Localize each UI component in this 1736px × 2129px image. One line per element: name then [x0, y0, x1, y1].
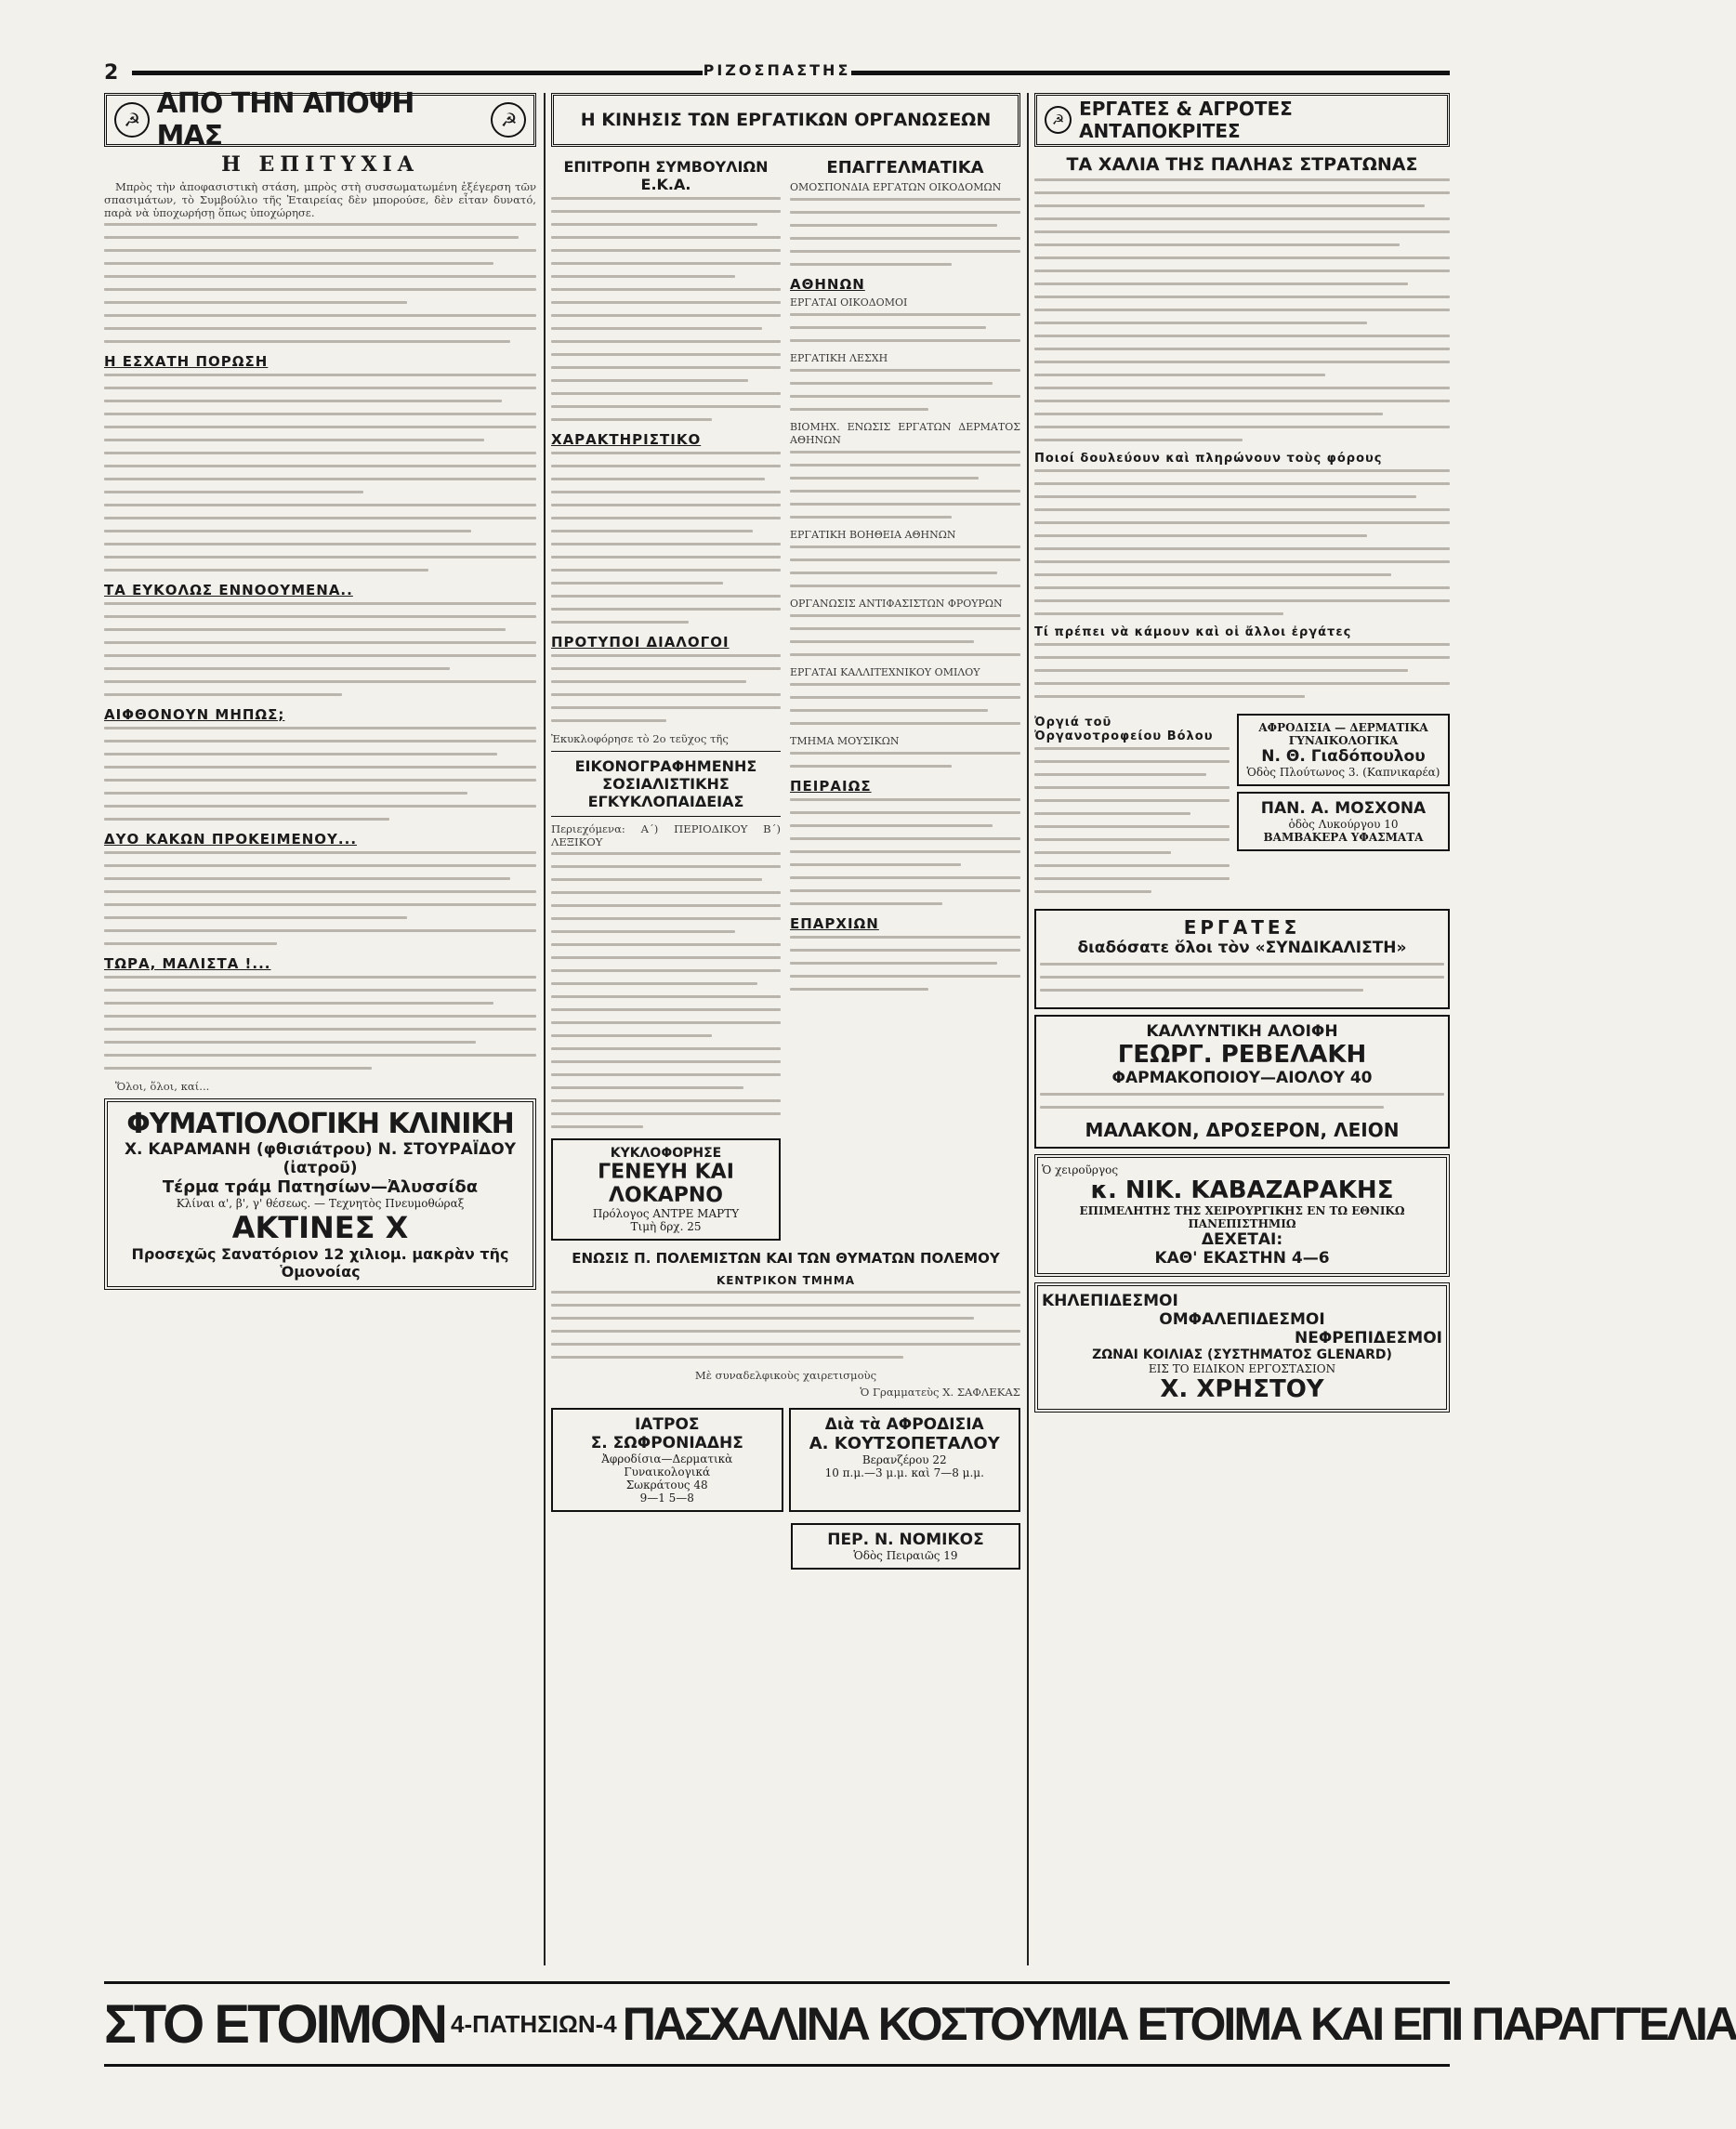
correspondents-banner	[1034, 93, 1450, 147]
right-org: ΟΜΟΣΠΟΝΔΙΑ ΕΡΓΑΤΩΝ ΟΙΚΟΔΟΜΩΝ	[790, 181, 1002, 193]
ad-clinic-classes: Κλίναι α', β', γ' θέσεως. — Τεχνητὸς Πνευμοθώραξ	[176, 1197, 465, 1210]
encyclopedia-contents: Περιεχόμενα: Α΄) ΠΕΡΙΟΔΙΚΟΥ Β΄) ΛΕΞΙΚΟΥ	[551, 822, 781, 848]
section-heading: ΔΥΟ ΚΑΚΩΝ ΠΡΟΚΕΙΜΕΝΟΥ...	[104, 831, 358, 848]
signature: Ὁ Γραμματεὺς Χ. ΣΑΦΛΕΚΑΣ	[860, 1386, 1020, 1399]
section-body	[1034, 469, 1450, 615]
ad-aphro-title: Διὰ τὰ ΑΦΡΟΔΙΣΙΑ	[824, 1415, 984, 1434]
section-heading: Η ΕΣΧΑΤΗ ΠΟΡΩΣΗ	[104, 353, 269, 370]
column-labour	[551, 93, 1020, 1970]
ad-pharmacy	[1034, 1015, 1450, 1149]
section-body	[551, 654, 781, 722]
section-heading: ΕΠΙΤΡΟΠΗ ΣΥΜΒΟΥΛΙΩΝ Ε.Κ.Α.	[563, 158, 769, 193]
ad-workers-call: διαδόσατε ὅλοι τὸν «ΣΥΝΔΙΚΑΛΙΣΤΗ»	[1077, 939, 1407, 957]
athens-item: ΕΡΓΑΤΙΚΗ ΒΟΗΘΕΙΑ ΑΘΗΝΩΝ	[790, 529, 956, 541]
article-body	[104, 223, 536, 343]
encyclopedia-title: ΕΙΚΟΝΟΓΡΑΦΗΜΕΝΗΣ ΣΟΣΙΑΛΙΣΤΙΚΗΣ ΕΓΚΥΚΛΟΠΑΙΔΕΙΑΣ	[551, 751, 781, 817]
section-body	[104, 374, 536, 572]
ad-pharmacy-cure: ΜΑΛΑΚΟΝ, ΔΡΟΣΕΡΟΝ, ΛΕΙΟΝ	[1085, 1119, 1400, 1141]
opinion-banner-label: ΑΠΟ ΤΗΝ ΑΠΟΨΗ ΜΑΣ	[156, 87, 414, 152]
ad-workers	[1034, 909, 1450, 1009]
article-title: Η ΕΠΙΤΥΧΙΑ	[221, 152, 419, 177]
ad-shop-address: ὁδὸς Λυκούργου 10	[1288, 818, 1399, 831]
ad-shop	[1237, 792, 1450, 851]
ad-doctor-name: Σ. ΣΩΦΡΟΝΙΑΔΗΣ	[590, 1434, 743, 1452]
article-body	[1034, 178, 1450, 441]
labour-banner: Η ΚΙΝΗΣΙΣ ΤΩΝ ΕΡΓΑΤΙΚΩΝ ΟΡΓΑΝΩΣΕΩΝ	[551, 93, 1020, 147]
hammer-sickle-icon: ☭	[491, 102, 526, 138]
labour-columns	[551, 151, 1020, 1246]
ad-clinic-title: ΦΥΜΑΤΙΟΛΟΓΙΚΗ ΚΛΙΝΙΚΗ	[126, 1108, 514, 1140]
ad-book-title: ΓΕΝΕΥΗ ΚΑΙ ΛΟΚΑΡΝΟ	[598, 1161, 734, 1207]
ad-nomikos	[791, 1523, 1020, 1570]
ad-belt-line: ΝΕΦΡΕΠΙΔΕΣΜΟΙ	[1295, 1329, 1442, 1347]
section-body	[551, 852, 781, 1128]
ad-aphrodisia-2	[1237, 714, 1450, 786]
ad-workers-title: ΕΡΓΑΤΕΣ	[1183, 916, 1301, 939]
greetings: Μὲ συναδελφικοὺς χαιρετισμοὺς	[694, 1369, 877, 1382]
ad-shop-name: ΠΑΝ. Α. ΜΟΣΧΟΝΑ	[1260, 799, 1427, 818]
ad-surgeon-intro: Ὁ χειροῦργος	[1042, 1163, 1119, 1176]
ad-belt-line: ΟΜΦΑΛΕΠΙΔΕΣΜΟΙ	[1159, 1310, 1325, 1329]
ad-belt-line: ΖΩΝΑΙ ΚΟΙΛΙΑΣ (ΣΥΣΤΗΜΑΤΟΣ GLENARD)	[1092, 1347, 1392, 1362]
ad-doctor-spec: Ἀφροδίσια—Δερματικὰ Γυναικολογικά	[601, 1452, 733, 1478]
ad-aphrodisia	[789, 1408, 1021, 1512]
correspondents-banner-label: ΕΡΓΑΤΕΣ & ΑΓΡΟΤΕΣ ΑΝΤΑΠΟΚΡΙΤΕΣ	[1079, 98, 1293, 142]
section-body	[104, 602, 536, 696]
ad-aphro-hours: 10 π.μ.—3 μ.μ. καὶ 7—8 μ.μ.	[824, 1466, 984, 1479]
ad-pharmacy-sub: ΦΑΡΜΑΚΟΠΟΙΟΥ—ΑΙΟΛΟΥ 40	[1111, 1069, 1373, 1087]
section-body	[790, 545, 1020, 587]
ad-doctor-hours: 9—1 5—8	[639, 1492, 694, 1505]
bottom-banner-middle: 4-ΠΑΤΗΣΙΩΝ-4	[451, 2009, 617, 2038]
section-heading: ΤΑ ΕΥΚΟΛΩΣ ΕΝΝΟΟΥΜΕΝΑ..	[104, 582, 353, 598]
ad-book	[551, 1138, 781, 1241]
ad-book-preface: Πρόλογος ΑΝΤΡΕ ΜΑΡΤΥ	[592, 1207, 740, 1220]
section-heading: ΠΕΙΡΑΙΩΣ	[790, 778, 872, 795]
article-title: ΤΑ ΧΑΛΙΑ ΤΗΣ ΠΑΛΗΑΣ ΣΤΡΑΤΩΝΑΣ	[1066, 154, 1418, 175]
section-heading: ΑΘΗΝΩΝ	[790, 276, 865, 293]
col3-split	[1034, 708, 1450, 903]
ad-belt-sub: ΕΙΣ ΤΟ ΕΙΔΙΚΟΝ ΕΡΓΟΣΤΑΣΙΟΝ	[1148, 1362, 1336, 1375]
column-rule	[544, 93, 546, 1965]
section-body	[790, 683, 1020, 725]
ad-aphro-address: Βερανζέρου 22	[861, 1453, 947, 1466]
athens-item: ΒΙΟΜΗΧ. ΕΝΩΣΙΣ ΕΡΓΑΤΩΝ ΔΕΡΜΑΤΟΣ ΑΘΗΝΩΝ	[790, 421, 1020, 446]
section-body	[551, 1291, 1020, 1359]
section-body	[790, 798, 1020, 905]
ad-belt-line: ΚΗΛΕΠΙΔΕΣΜΟΙ	[1042, 1292, 1178, 1310]
ad-nomikos-sub: Ὁδὸς Πειραιῶς 19	[853, 1549, 958, 1562]
column-opinion	[104, 87, 536, 1970]
section-body	[790, 936, 1020, 991]
ad-shop-goods: ΒΑΜΒΑΚΕΡΑ ΥΦΑΣΜΑΤΑ	[1263, 831, 1424, 844]
section-body	[790, 198, 1020, 266]
athens-item: ΤΜΗΜΑ ΜΟΥΣΙΚΩΝ	[790, 735, 900, 747]
ad-aphro2-name: Ν. Θ. Γιαδόπουλου	[1261, 747, 1426, 766]
article-closing: Ὅλοι, ὅλοι, καί...	[115, 1080, 210, 1093]
section-heading: ΤΩΡΑ, ΜΑΛΙΣΤΑ !...	[104, 955, 271, 972]
section-heading: ΠΡΟΤΥΠΟΙ ΔΙΑΛΟΓΟΙ	[551, 634, 730, 651]
article-lead: Μπρὸς τὴν ἀποφασιστικὴ στάση, μπρὸς στὴ συσσωματωμένη ἐξέγερση τῶν σπασιμάτων, τὸ Συμβούλιο τῆς Ἑταιρείας δὲν μπορούσε, δὲν εἶταν δυνατό, παρὰ νὰ ὑποχωρήσῃ ὅπως ὑποχώρησε.	[104, 180, 536, 219]
ad-xray: ΑΚΤΙΝΕΣ Χ	[231, 1210, 409, 1245]
ad-clinic-address: Τέρμα τράμ Πατησίων—Ἀλυσσίδα	[162, 1177, 479, 1197]
ad-clinic-doctors: Χ. ΚΑΡΑΜΑΝΗ (φθισιάτρου) Ν. ΣΤΟΥΡΑΪΔΟΥ (ἰατροῦ)	[124, 1140, 517, 1177]
section-heading: ΕΠΑΓΓΕΛΜΑΤΙΚΑ	[826, 158, 984, 177]
hammer-sickle-icon: ☭	[114, 102, 150, 138]
masthead	[104, 61, 1450, 84]
section-body	[790, 313, 1020, 342]
ad-doctor-title: ΙΑΤΡΟΣ	[634, 1415, 700, 1434]
ad-workers-body	[1040, 963, 1444, 992]
ad-doctor-address: Σωκράτους 48	[625, 1478, 708, 1492]
ad-pharmacy-body	[1040, 1093, 1444, 1109]
ad-surgeon	[1034, 1154, 1450, 1277]
ad-book-price: Τιμὴ δρχ. 25	[630, 1220, 702, 1233]
ad-surgeon-name: κ. ΝΙΚ. ΚΑΒΑΖΑΡΑΚΗΣ	[1090, 1176, 1394, 1204]
ad-belt-name: Χ. ΧΡΗΣΤΟΥ	[1160, 1375, 1324, 1403]
bottom-banner	[104, 1981, 1736, 2067]
column-correspondents	[1034, 93, 1450, 1970]
section-heading: Ποιοί δουλεύουν καὶ πληρώνουν τοὺς φόρους	[1034, 452, 1383, 466]
col3-right	[1237, 708, 1450, 903]
ad-belts	[1034, 1282, 1450, 1413]
page-number: 2	[104, 61, 119, 85]
ad-surgeon-days: ΚΑΘ' ΕΚΑΣΤΗΝ 4—6	[1154, 1249, 1330, 1268]
section-heading: ΑΙΦΘΟΝΟΥΝ ΜΗΠΩΣ;	[104, 706, 285, 723]
hammer-sickle-icon: ☭	[1045, 106, 1072, 134]
section-body	[104, 976, 536, 1070]
bottom-rule	[104, 1981, 1450, 1984]
ad-surgeon-receives: ΔΕΧΕΤΑΙ:	[1201, 1230, 1283, 1249]
bottom-rule	[104, 2064, 1450, 2067]
ad-aphro2-title: ΑΦΡΟΔΙΣΙΑ — ΔΕΡΜΑΤΙΚΑ ΓΥΝΑΙΚΟΛΟΓΙΚΑ	[1258, 721, 1428, 747]
section-body	[790, 614, 1020, 656]
section-body	[104, 851, 536, 945]
bottom-banner-left: ΣΤΟ ΕΤΟΙΜΟΝ	[104, 1993, 446, 2055]
section-body	[790, 451, 1020, 519]
labour-left	[551, 151, 781, 1246]
ad-clinic-location: Προσεχῶς Σανατόριον 12 χιλιομ. μακρὰν τῆς Ὁμονοίας	[131, 1245, 509, 1281]
ad-clinic	[104, 1098, 536, 1290]
column-rule	[1027, 93, 1029, 1965]
section-heading: Τί πρέπει νὰ κάμουν καὶ οἱ ἄλλοι ἐργάτες	[1034, 625, 1352, 639]
victims-title: ΕΝΩΣΙΣ Π. ΠΟΛΕΜΙΣΤΩΝ ΚΑΙ ΤΩΝ ΘΥΜΑΤΩΝ ΠΟΛΕΜΟΥ	[572, 1250, 1000, 1267]
section-heading: Ὀργιά τοῦ Ὀργανοτροφείου Βόλου	[1034, 716, 1214, 743]
ad-doctor	[551, 1408, 783, 1512]
section-body	[790, 369, 1020, 411]
ad-pharmacy-top: ΚΑΛΛΥΝΤΙΚΗ ΑΛΟΙΦΗ	[1146, 1022, 1338, 1041]
section-body	[1034, 747, 1230, 893]
encyclopedia-intro: Ἐκυκλοφόρησε τὸ 2ο τεῦχος τῆς	[551, 732, 729, 745]
athens-item: ΕΡΓΑΤΑΙ ΟΙΚΟΔΟΜΟΙ	[790, 296, 908, 309]
section-body	[551, 452, 781, 624]
opinion-banner	[104, 87, 536, 152]
section-heading: ΕΠΑΡΧΙΩΝ	[790, 915, 879, 932]
section-heading: ΧΑΡΑΚΤΗΡΙΣΤΙΚΟ	[551, 431, 702, 448]
paper-name: ΡΙΖΟΣΠΑΣΤΗΣ	[703, 61, 851, 79]
section-body	[551, 197, 781, 421]
ad-nomikos-name: ΠΕΡ. Ν. ΝΟΜΙΚΟΣ	[827, 1531, 984, 1549]
ad-aphro-name: Α. ΚΟΥΤΣΟΠΕΤΑΛΟΥ	[809, 1434, 1000, 1453]
col3-left	[1034, 708, 1230, 903]
athens-item: ΕΡΓΑΤΙΚΗ ΛΕΣΧΗ	[790, 352, 888, 364]
athens-item: ΟΡΓΑΝΩΣΙΣ ΑΝΤΙΦΑΣΙΣΤΩΝ ΦΡΟΥΡΩΝ	[790, 598, 1003, 610]
ad-pharmacy-name: ΓΕΩΡΓ. ΡΕΒΕΛΑΚΗ	[1117, 1041, 1367, 1069]
ad-surgeon-role: ΕΠΙΜΕΛΗΤΗΣ ΤΗΣ ΧΕΙΡΟΥΡΓΙΚΗΣ ΕΝ ΤΩ ΕΘΝΙΚΩ ΠΑΝΕΠΙΣΤΗΜΙΩ	[1079, 1204, 1405, 1230]
section-body	[790, 752, 1020, 768]
section-body	[1034, 643, 1450, 698]
labour-right	[790, 151, 1020, 1246]
section-body	[104, 727, 536, 821]
victims-subtitle: ΚΕΝΤΡΙΚΟΝ ΤΜΗΜΑ	[716, 1274, 856, 1287]
athens-item: ΕΡΓΑΤΑΙ ΚΑΛΛΙΤΕΧΝΙΚΟΥ ΟΜΙΛΟΥ	[790, 666, 980, 678]
bottom-banner-right: ΠΑΣΧΑΛΙΝΑ ΚΟΣΤΟΥΜΙΑ ΕΤΟΙΜΑ ΚΑΙ ΕΠΙ ΠΑΡΑΓΓΕΛΙΑ	[622, 1998, 1736, 2050]
ad-book-intro: ΚΥΚΛΟΦΟΡΗΣΕ	[610, 1146, 722, 1161]
ad-aphro2-address: Ὁδὸς Πλούτωνος 3. (Καπνικαρέα)	[1246, 766, 1440, 779]
col2-ads	[551, 1402, 1020, 1518]
